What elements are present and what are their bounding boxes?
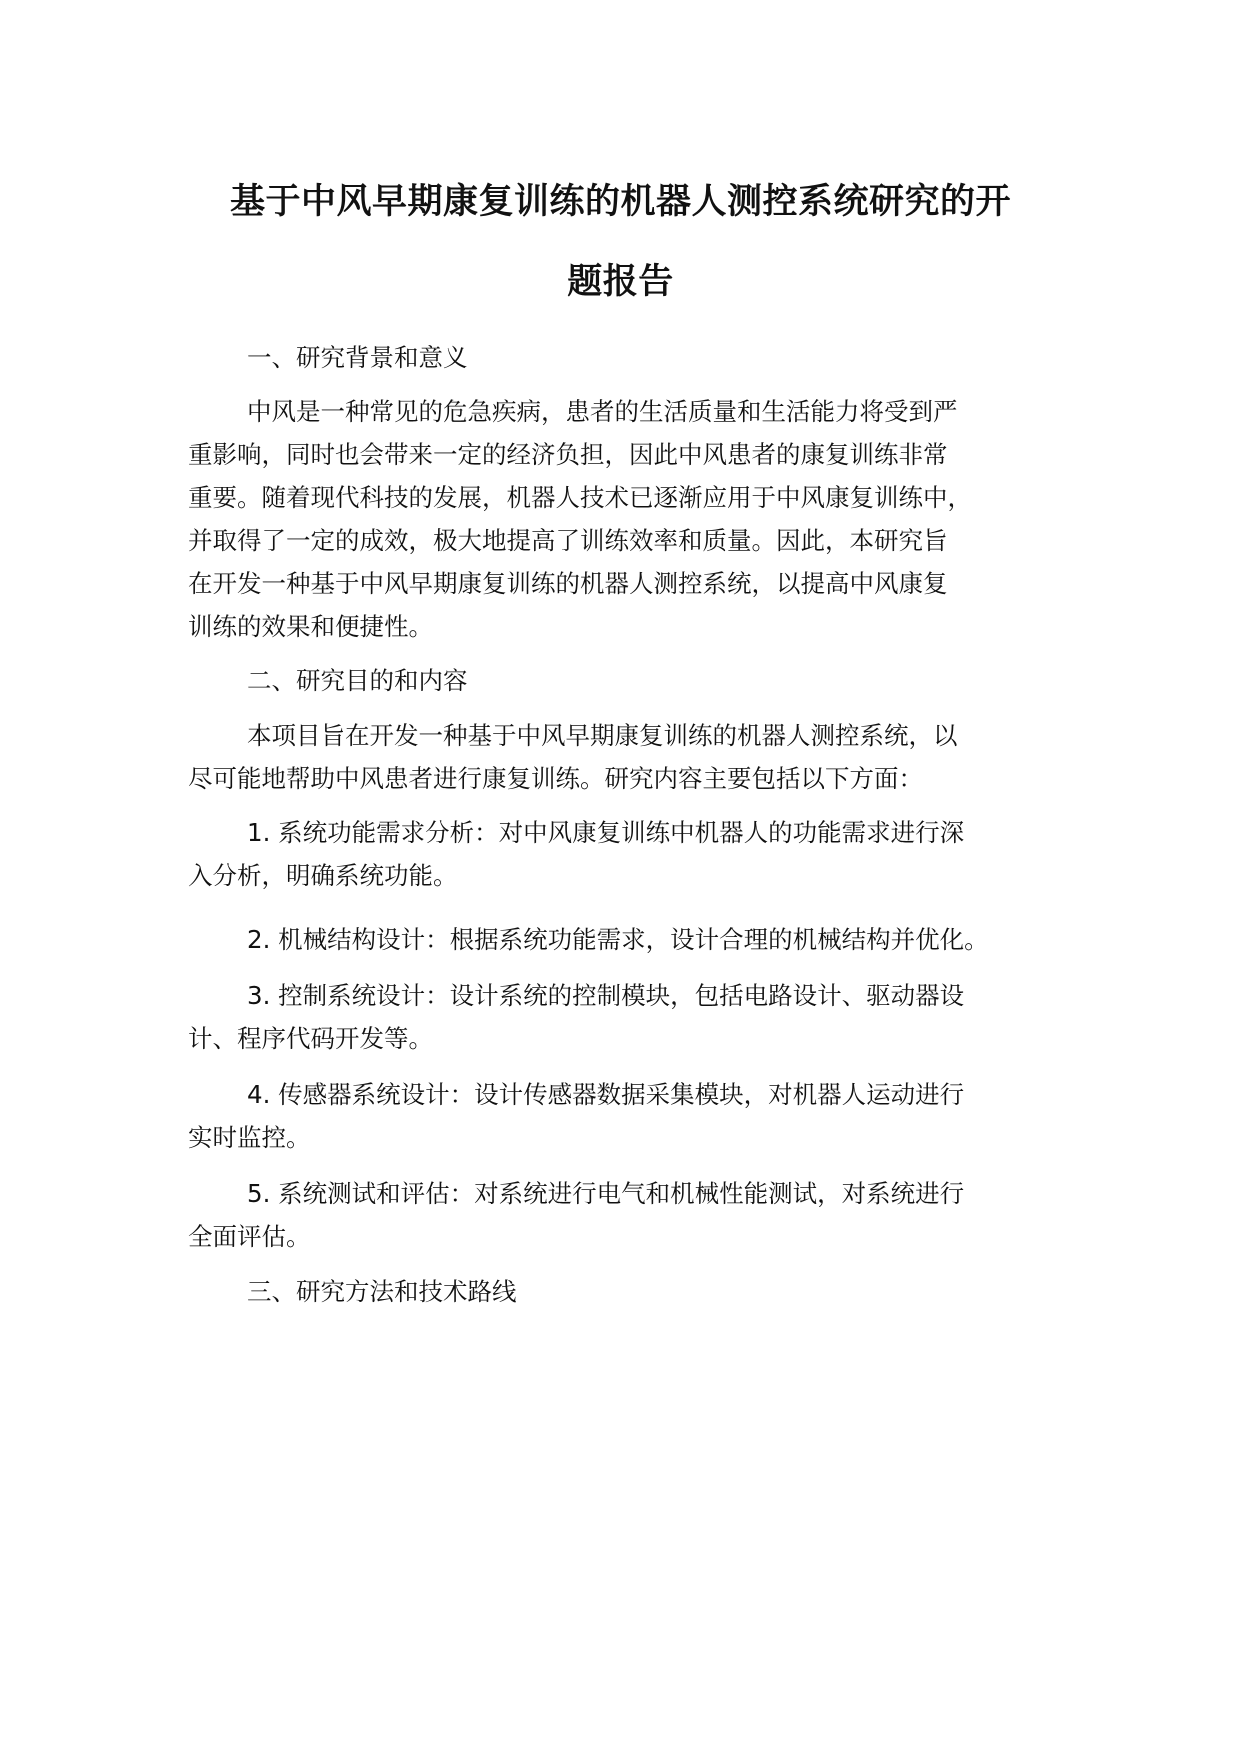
paragraph-line: 并取得了一定的成效，极大地提高了训练效率和质量。因此，本研究旨 xyxy=(188,526,948,555)
list-item-line: 3. 控制系统设计：设计系统的控制模块，包括电路设计、驱动器设 xyxy=(247,981,965,1010)
list-item-line: 5. 系统测试和评估：对系统进行电气和机械性能测试，对系统进行 xyxy=(247,1179,965,1208)
list-item-line: 1. 系统功能需求分析：对中风康复训练中机器人的功能需求进行深 xyxy=(247,818,965,847)
section-heading-background: 一、研究背景和意义 xyxy=(247,343,468,372)
list-item-line: 实时监控。 xyxy=(188,1123,311,1152)
paragraph-line: 重影响，同时也会带来一定的经济负担，因此中风患者的康复训练非常 xyxy=(188,440,948,469)
list-item-line: 入分析，明确系统功能。 xyxy=(188,861,458,890)
list-item-line: 计、程序代码开发等。 xyxy=(188,1024,433,1053)
paragraph-line: 训练的效果和便捷性。 xyxy=(188,612,433,641)
paragraph-line: 在开发一种基于中风早期康复训练的机器人测控系统，以提高中风康复 xyxy=(188,569,948,598)
document-title-line-1: 基于中风早期康复训练的机器人测控系统研究的开 xyxy=(229,182,1011,222)
document-title-line-2: 题报告 xyxy=(567,262,674,302)
list-item-line: 2. 机械结构设计：根据系统功能需求，设计合理的机械结构并优化。 xyxy=(247,925,989,954)
paragraph-line: 尽可能地帮助中风患者进行康复训练。研究内容主要包括以下方面： xyxy=(188,764,923,793)
section-heading-methods: 三、研究方法和技术路线 xyxy=(247,1277,517,1306)
section-heading-objectives: 二、研究目的和内容 xyxy=(247,666,468,695)
list-item-line: 4. 传感器系统设计：设计传感器数据采集模块，对机器人运动进行 xyxy=(247,1080,965,1109)
paragraph-line: 重要。随着现代科技的发展，机器人技术已逐渐应用于中风康复训练中， xyxy=(188,483,972,512)
paragraph-line: 本项目旨在开发一种基于中风早期康复训练的机器人测控系统，以 xyxy=(247,721,958,750)
paragraph-line: 中风是一种常见的危急疾病，患者的生活质量和生活能力将受到严 xyxy=(247,397,958,426)
list-item-line: 全面评估。 xyxy=(188,1222,311,1251)
